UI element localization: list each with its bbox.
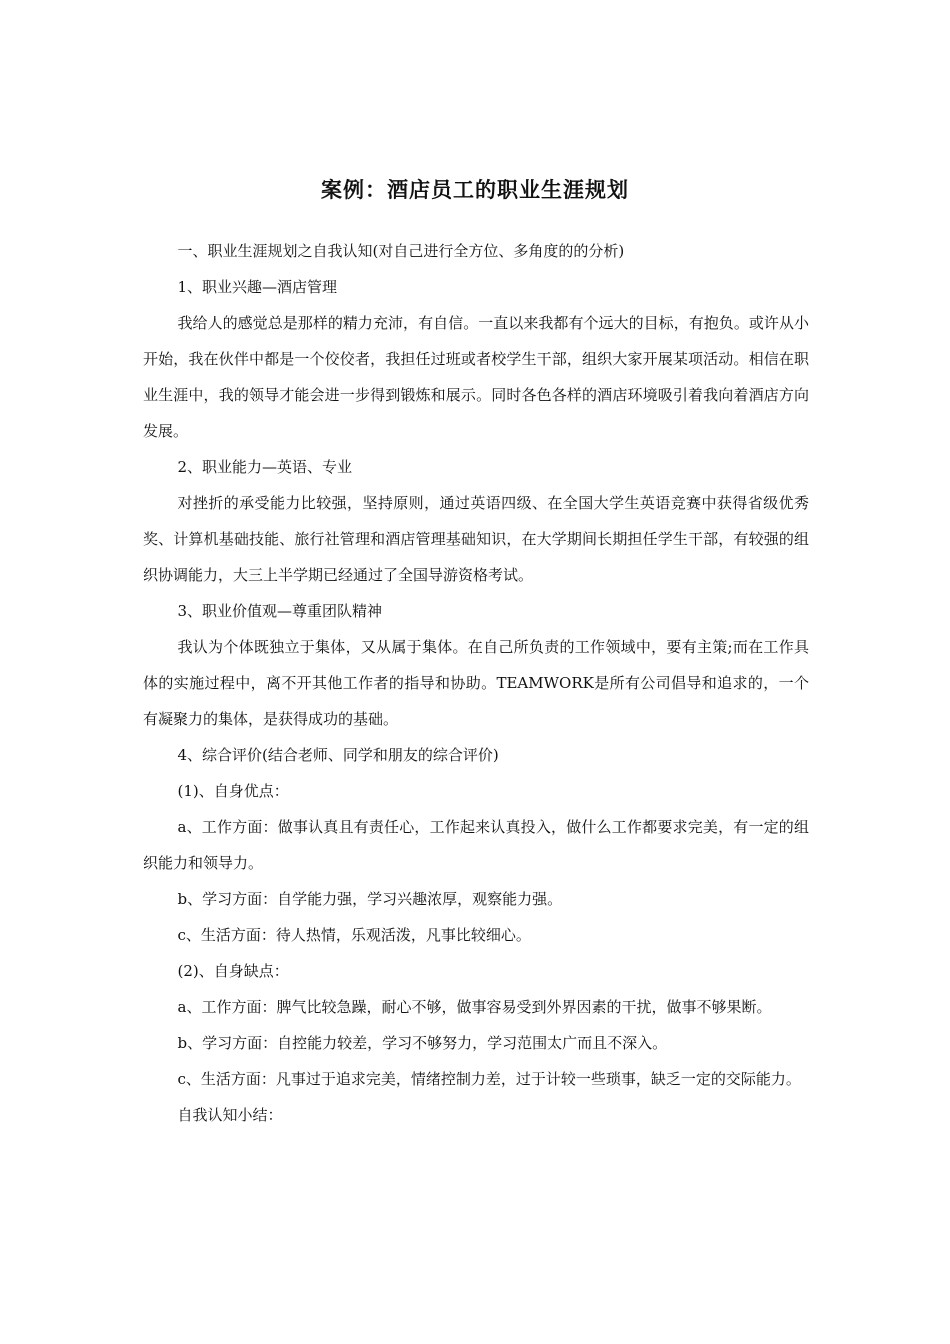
paragraph: 对挫折的承受能力比较强，坚持原则，通过英语四级、在全国大学生英语竞赛中获得省级优秀奖、计算机基础技能、旅行社管理和酒店管理基础知识，在大学期间长期担任学生干部，有较强的组织协调能力，大三上半学期已经通过了全国导游资格考试。: [143, 494, 809, 584]
subheading: 4、综合评价(结合老师、同学和朋友的综合评价): [177, 746, 499, 764]
list-item: b、学习方面：自控能力较差，学习不够努力，学习范围太广而且不深入。: [177, 1034, 668, 1052]
list-item: a、工作方面：做事认真且有责任心，工作起来认真投入，做什么工作都要求完美，有一定的组织能力和领导力。: [143, 818, 809, 872]
subheading: 1、职业兴趣—酒店管理: [177, 278, 338, 296]
list-item: a、工作方面：脾气比较急躁，耐心不够，做事容易受到外界因素的干扰，做事不够果断。: [177, 998, 772, 1016]
document-body: [143, 233, 809, 1133]
list-heading: (1)、自身优点：: [177, 782, 289, 800]
list-item: c、生活方面：凡事过于追求完美，情绪控制力差，过于计较一些琐事，缺乏一定的交际能力。: [177, 1070, 801, 1088]
document-title: 案例：酒店员工的职业生涯规划: [321, 178, 629, 202]
subheading: 2、职业能力—英语、专业: [177, 458, 353, 476]
paragraph: 我认为个体既独立于集体，又从属于集体。在自己所负责的工作领域中，要有主策;而在工作具体的实施过程中，离不开其他工作者的指导和协助。TEAMWORK是所有公司倡导和追求的，一个有凝聚力的集体，是获得成功的基础。: [143, 638, 809, 728]
section-heading: 一、职业生涯规划之自我认知(对自己进行全方位、多角度的的分析): [177, 242, 625, 260]
summary-heading: 自我认知小结：: [177, 1106, 283, 1124]
list-heading: (2)、自身缺点：: [177, 962, 289, 980]
subheading: 3、职业价值观—尊重团队精神: [177, 602, 383, 620]
paragraph: 我给人的感觉总是那样的精力充沛，有自信。一直以来我都有个远大的目标，有抱负。或许从小开始，我在伙伴中都是一个佼佼者，我担任过班或者校学生干部，组织大家开展某项活动。相信在职业生涯中，我的领导才能会进一步得到锻炼和展示。同时各色各样的酒店环境吸引着我向着酒店方向发展。: [143, 314, 809, 440]
list-item: c、生活方面：待人热情，乐观活泼，凡事比较细心。: [177, 926, 531, 944]
list-item: b、学习方面：自学能力强，学习兴趣浓厚，观察能力强。: [177, 890, 563, 908]
